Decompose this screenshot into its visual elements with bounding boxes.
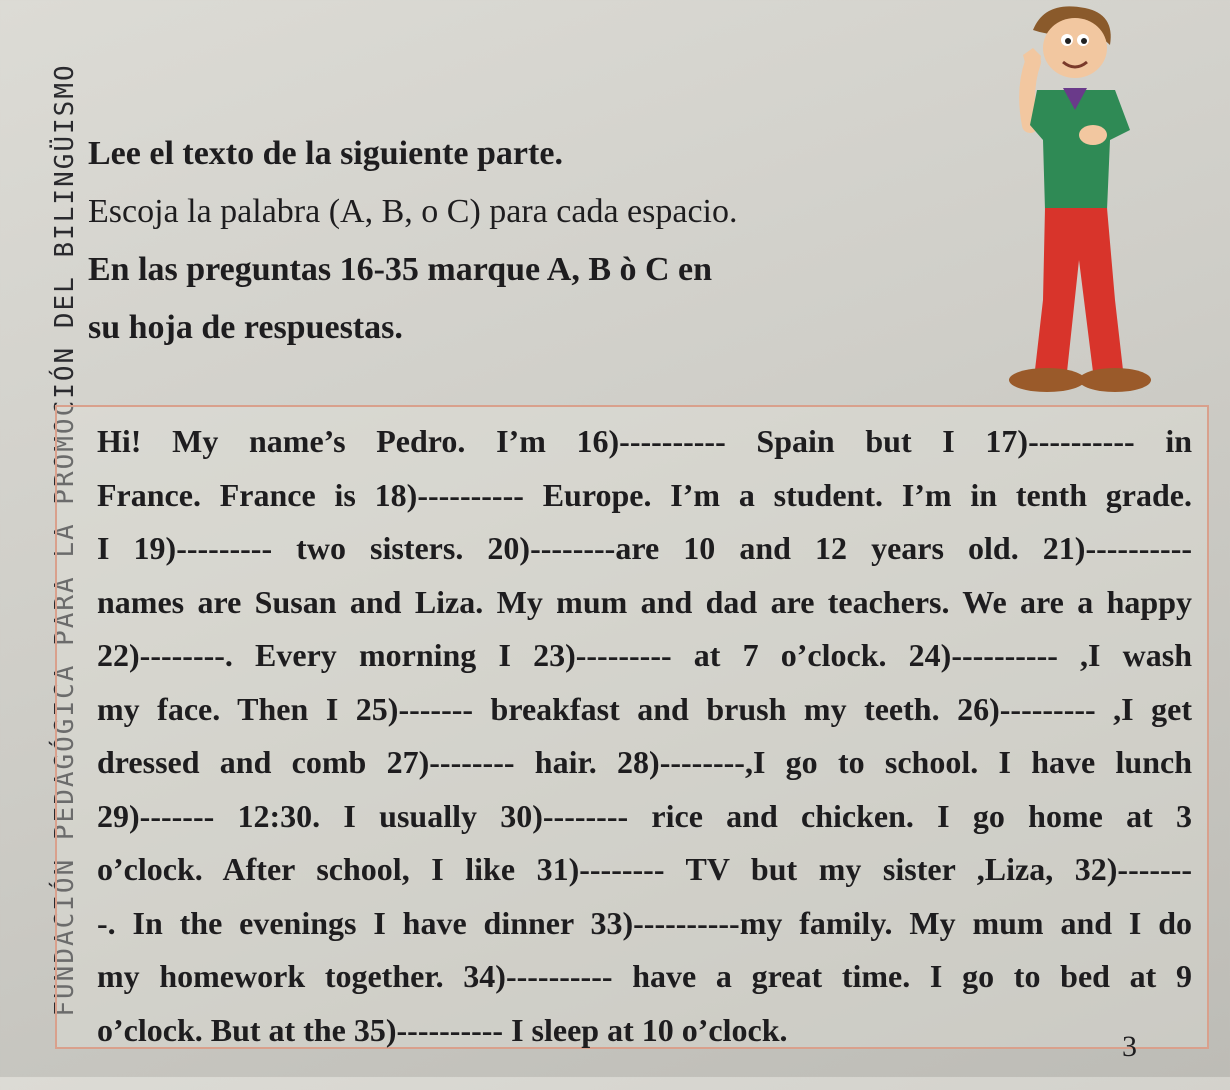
passage-line: -. In the evenings I have dinner 33)----------my family. My mum and I do — [97, 904, 1192, 941]
passage-line: Hi! My name’s Pedro. I’m 16)---------- Spain but I 17)---------- in — [97, 423, 1192, 459]
passage-line: o’clock. But at the 35)---------- I sleep at 10 o’clock. — [97, 1011, 788, 1048]
instructions — [88, 125, 888, 357]
vertical-brand-text: FUNDACIÓN PEDAGÓGICA PARA LA PROMOCIÓN DEL BILINGÜISMO — [50, 63, 80, 1017]
reading-passage — [97, 415, 1192, 1057]
instruction-line-3: En las preguntas 16-35 marque A, B ò C en — [88, 251, 713, 288]
instruction-line-2: Escoja la palabra (A, B, o C) para cada espacio. — [88, 193, 738, 230]
instruction-line-4: su hoja de respuestas. — [88, 309, 403, 346]
passage-line: my homework together. 34)---------- have a great time. I go to bed at 9 — [97, 958, 1192, 994]
passage-line: o’clock. After school, I like 31)-------- TV but my sister ,Liza, 32)------- — [97, 851, 1192, 887]
passage-line: 22)--------. Every morning I 23)--------- at 7 o’clock. 24)---------- ,I wash — [97, 637, 1192, 673]
passage-line: 29)------- 12:30. I usually 30)-------- rice and chicken. I go home at 3 — [97, 797, 1192, 834]
reading-passage-box — [55, 405, 1209, 1049]
passage-line: I 19)--------- two sisters. 20)--------are 10 and 12 years old. 21)---------- — [97, 530, 1192, 566]
cartoon-boy-illustration — [975, 0, 1165, 400]
passage-line: dressed and comb 27)-------- hair. 28)--------,I go to school. I have lunch — [97, 744, 1192, 780]
passage-line: my face. Then I 25)------- breakfast and brush my teeth. 26)--------- ,I get — [97, 690, 1192, 727]
page-number: 3 — [1122, 1030, 1137, 1063]
passage-line: names are Susan and Liza. My mum and dad are teachers. We are a happy — [97, 583, 1192, 620]
passage-line: France. France is 18)---------- Europe. I’m a student. I’m in tenth grade. — [97, 476, 1192, 513]
instruction-line-1: Lee el texto de la siguiente parte. — [88, 135, 563, 172]
